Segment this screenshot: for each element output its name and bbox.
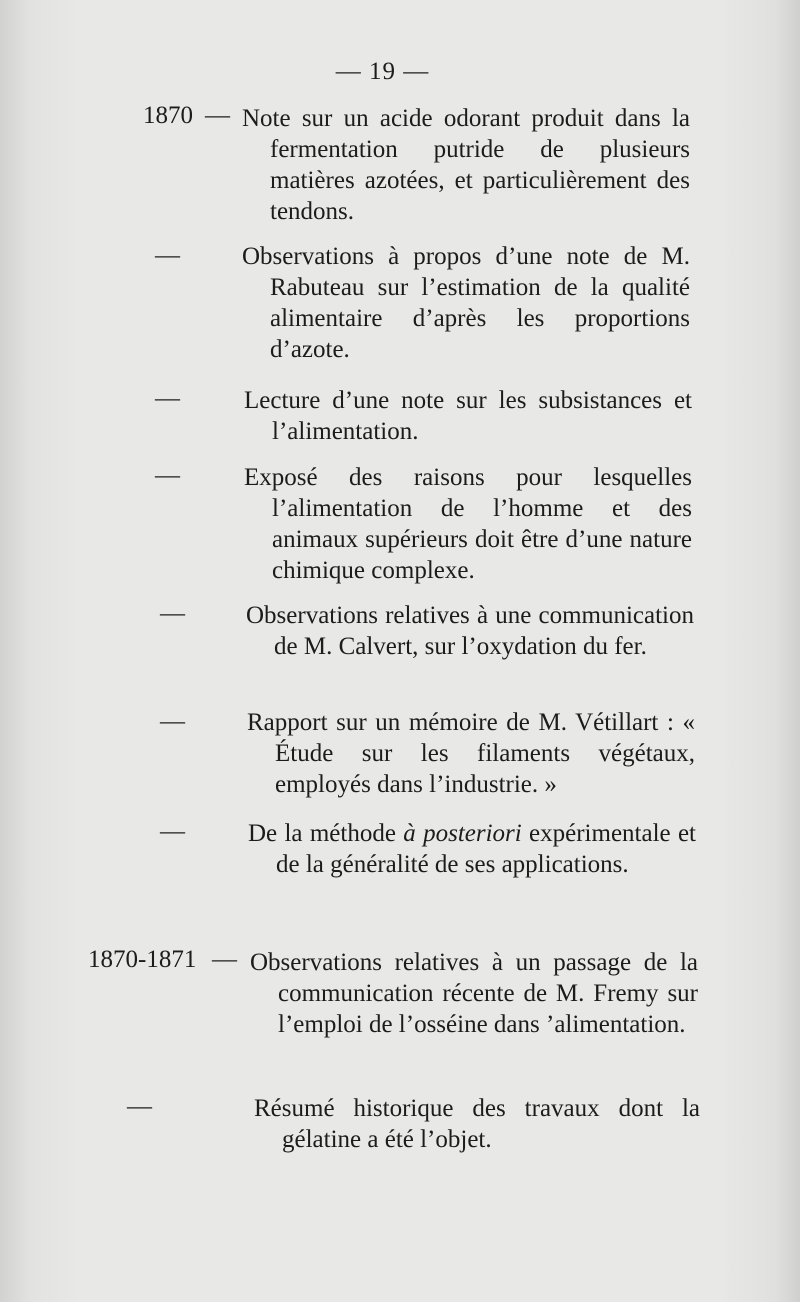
entry-text: Note sur un acide odorant produit dans la fermentation putride de plusieurs matières azotées, et particulièrement des tendons. xyxy=(242,105,690,225)
entry-text: Observations relatives à un passage de la communication récente de M. Fremy sur l’emploi de l’osséine dans ’alimentation. xyxy=(250,949,698,1038)
entry-dash: — xyxy=(212,946,237,973)
entry-text: Résumé historique des travaux dont la gélatine a été l’objet. xyxy=(254,1095,700,1153)
entry-text-italic: à posteriori xyxy=(403,820,522,847)
page-number: — 19 — xyxy=(335,58,430,85)
entry-dash: — xyxy=(155,385,180,412)
entry-text: Observations relatives à une communication de M. Calvert, sur l’oxydation du fer. xyxy=(246,602,694,660)
entry-text: Exposé des raisons pour lesquelles l’alimentation de l’homme et des animaux supérieurs doit être d’une nature chimique complexe. xyxy=(244,464,692,584)
entry-dash: — xyxy=(155,242,180,269)
entry-text: Lecture d’une note sur les subsistances et l’alimentation. xyxy=(244,387,692,445)
entry-text xyxy=(248,818,697,880)
entry-dash: — xyxy=(160,708,185,735)
entry-text: Observations à propos d’une note de M. Rabuteau sur l’estimation de la qualité alimentaire d’après les proportions d’azote. xyxy=(242,243,690,363)
entry-text-part: expérimentale et de la généralité de ses applications. xyxy=(276,820,697,878)
entry-text-part: De la méthode xyxy=(248,820,404,847)
entry-date: 1870-1871 xyxy=(88,946,197,973)
entry-dash: — xyxy=(155,462,180,489)
entry-dash: — xyxy=(160,818,185,845)
entry-dash: — xyxy=(205,102,230,129)
entry-text: Rapport sur un mémoire de M. Vétillart : « Étude sur les filaments végétaux, employés dans l’industrie. » xyxy=(247,709,695,798)
entry-dash: — xyxy=(127,1093,152,1120)
entry-date: 1870 xyxy=(143,102,193,129)
entry-dash: — xyxy=(160,600,185,627)
